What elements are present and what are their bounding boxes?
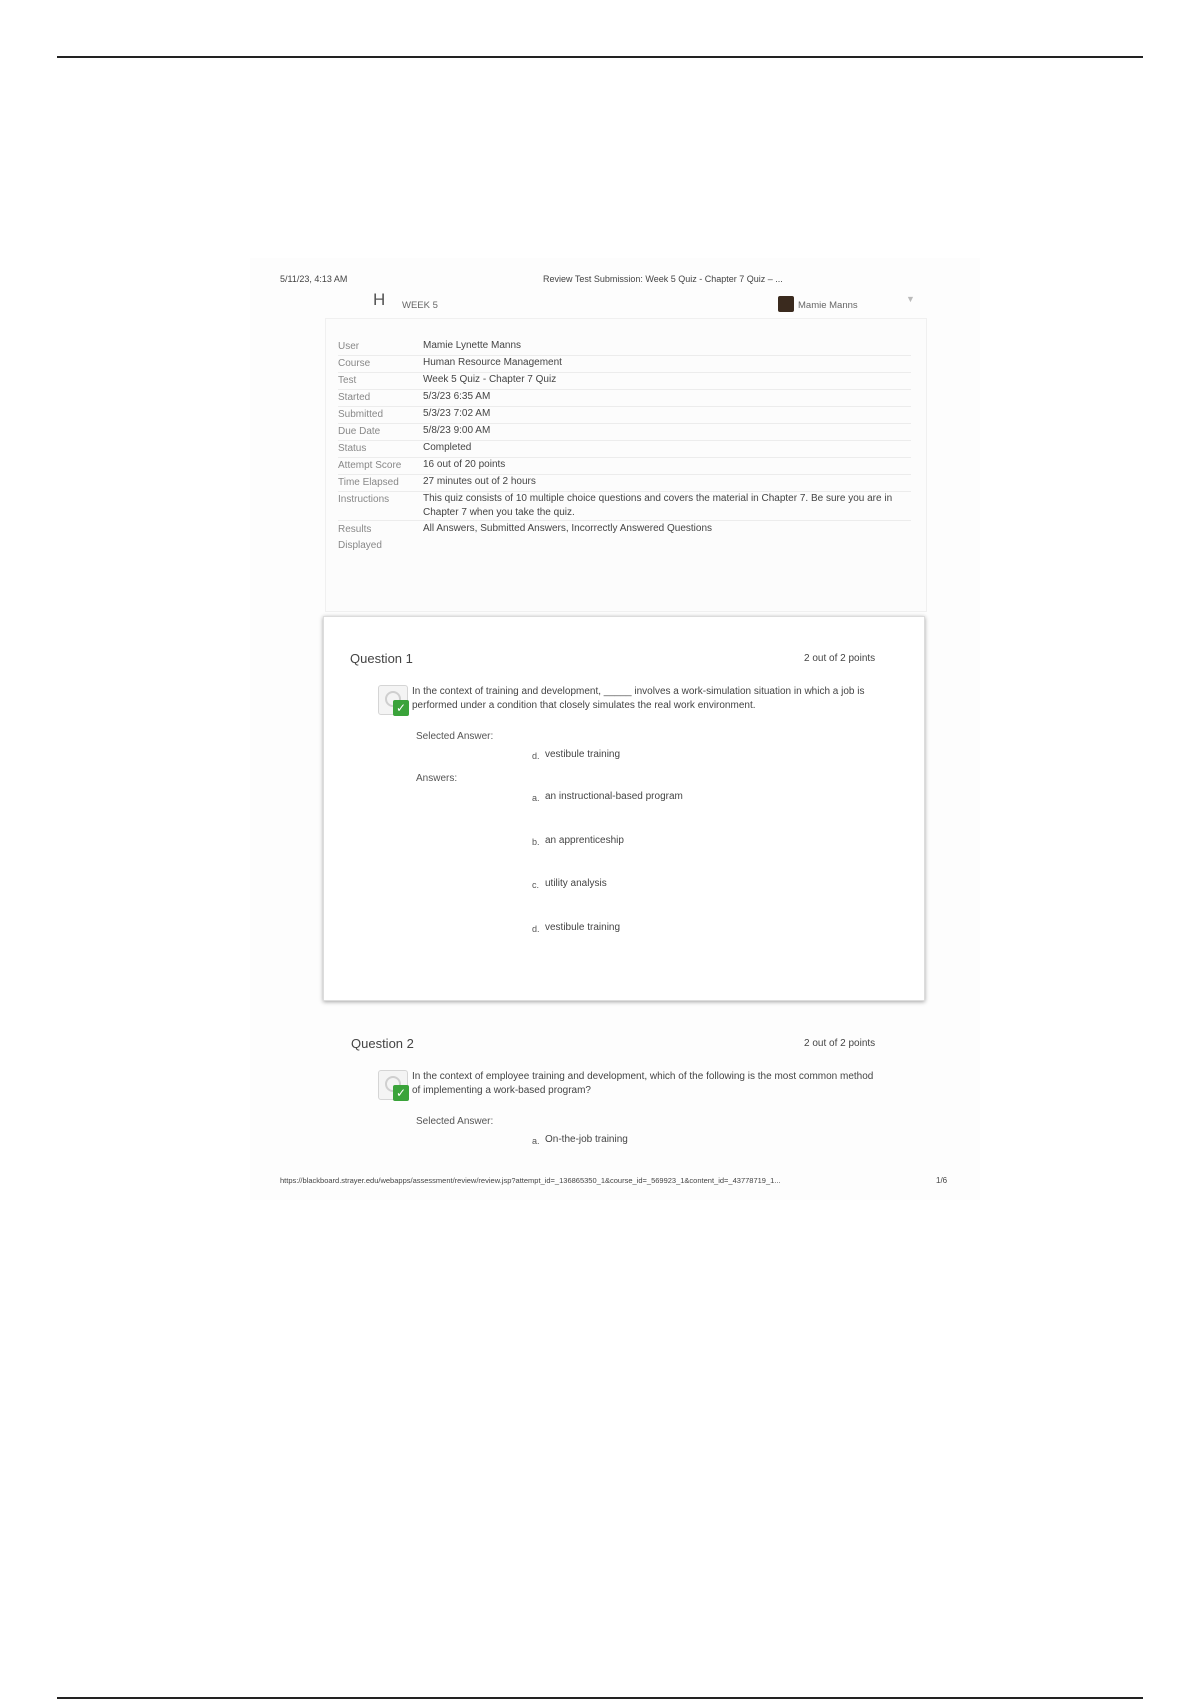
answer-text: utility analysis (545, 878, 607, 889)
document-page (250, 258, 980, 1200)
answer-letter: c. (532, 880, 540, 890)
info-label: Started (338, 392, 371, 403)
correct-answer-icon (378, 685, 408, 715)
answer-letter: d. (532, 924, 540, 934)
info-label: Results Displayed (338, 524, 382, 551)
correct-answer-icon (378, 1070, 408, 1100)
info-label: Test (338, 375, 357, 386)
info-value: Week 5 Quiz - Chapter 7 Quiz (423, 374, 557, 385)
info-row-user (338, 339, 911, 356)
info-value: Human Resource Management (423, 357, 562, 368)
info-label: Status (338, 443, 367, 454)
info-row-time-elapsed (338, 475, 911, 492)
info-row-due-date (338, 424, 911, 441)
selected-answer-letter: a. (532, 1136, 540, 1146)
info-row-status (338, 441, 911, 458)
info-row-attempt-score (338, 458, 911, 475)
question-text: In the context of training and development, _____ involves a work-simulation situation in which a job is performed under a condition that closely simulates the real work environment. (412, 686, 865, 711)
question-title: Question 2 (351, 1036, 414, 1051)
answer-letter: b. (532, 837, 540, 847)
info-value: 16 out of 20 points (423, 459, 506, 470)
info-label: Due Date (338, 426, 381, 437)
question-points: 2 out of 2 points (804, 653, 876, 664)
page-top-rule (57, 56, 1143, 58)
info-value: All Answers, Submitted Answers, Incorrectly Answered Questions (423, 523, 713, 534)
info-row-started (338, 390, 911, 407)
info-value: 27 minutes out of 2 hours (423, 476, 536, 487)
info-row-course (338, 356, 911, 373)
print-title: Review Test Submission: Week 5 Quiz - Chapter 7 Quiz – ... (543, 274, 783, 284)
print-date: 5/11/23, 4:13 AM (280, 274, 348, 284)
submission-info-panel (325, 318, 927, 612)
print-footer-url: https://blackboard.strayer.edu/webapps/assessment/review/review.jsp?attempt_id=_136865350_1&course_id=_569923_1&content_id=_43778719_1... (280, 1176, 781, 1185)
info-row-test (338, 373, 911, 390)
answer-text: an instructional-based program (545, 791, 683, 802)
check-icon: ✓ (393, 700, 409, 716)
info-label: Instructions (338, 494, 390, 505)
info-label: Attempt Score (338, 460, 402, 471)
avatar[interactable] (778, 296, 794, 312)
info-value: Mamie Lynette Manns (423, 340, 522, 351)
answer-text: vestibule training (545, 922, 621, 933)
week-label[interactable]: WEEK 5 (402, 300, 438, 311)
question-points: 2 out of 2 points (804, 1038, 876, 1049)
info-value: 5/3/23 6:35 AM (423, 391, 491, 402)
page-bottom-rule (57, 1697, 1143, 1699)
course-logo[interactable]: H (373, 290, 386, 309)
answers-label: Answers: (416, 773, 458, 784)
selected-answer-text: On-the-job training (545, 1134, 628, 1145)
info-label: Time Elapsed (338, 477, 399, 488)
question-card-1 (323, 616, 925, 1001)
info-row-submitted (338, 407, 911, 424)
info-value: Completed (423, 442, 472, 453)
answer-letter: a. (532, 793, 540, 803)
info-row-results-displayed (338, 522, 911, 554)
question-title: Question 1 (350, 651, 413, 666)
info-label: Course (338, 358, 371, 369)
info-label: User (338, 341, 360, 352)
check-icon: ✓ (393, 1085, 409, 1101)
answer-text: an apprenticeship (545, 835, 624, 846)
selected-answer-label: Selected Answer: (416, 731, 494, 742)
chevron-down-icon[interactable]: ▼ (906, 294, 915, 304)
question-text: In the context of employee training and development, which of the following is the most common method of implementing a work-based program? (412, 1071, 874, 1096)
selected-answer-letter: d. (532, 751, 540, 761)
user-name[interactable]: Mamie Manns (798, 300, 858, 311)
info-label: Submitted (338, 409, 384, 420)
selected-answer-label: Selected Answer: (416, 1116, 494, 1127)
info-value: 5/8/23 9:00 AM (423, 425, 491, 436)
print-footer-page: 1/6 (936, 1176, 948, 1185)
selected-answer-text: vestibule training (545, 749, 621, 760)
info-value: This quiz consists of 10 multiple choice questions and covers the material in Chapter 7. Be sure you are in Chapter 7 when you take the quiz. (423, 493, 893, 518)
info-value: 5/3/23 7:02 AM (423, 408, 491, 419)
info-row-instructions (338, 492, 911, 521)
